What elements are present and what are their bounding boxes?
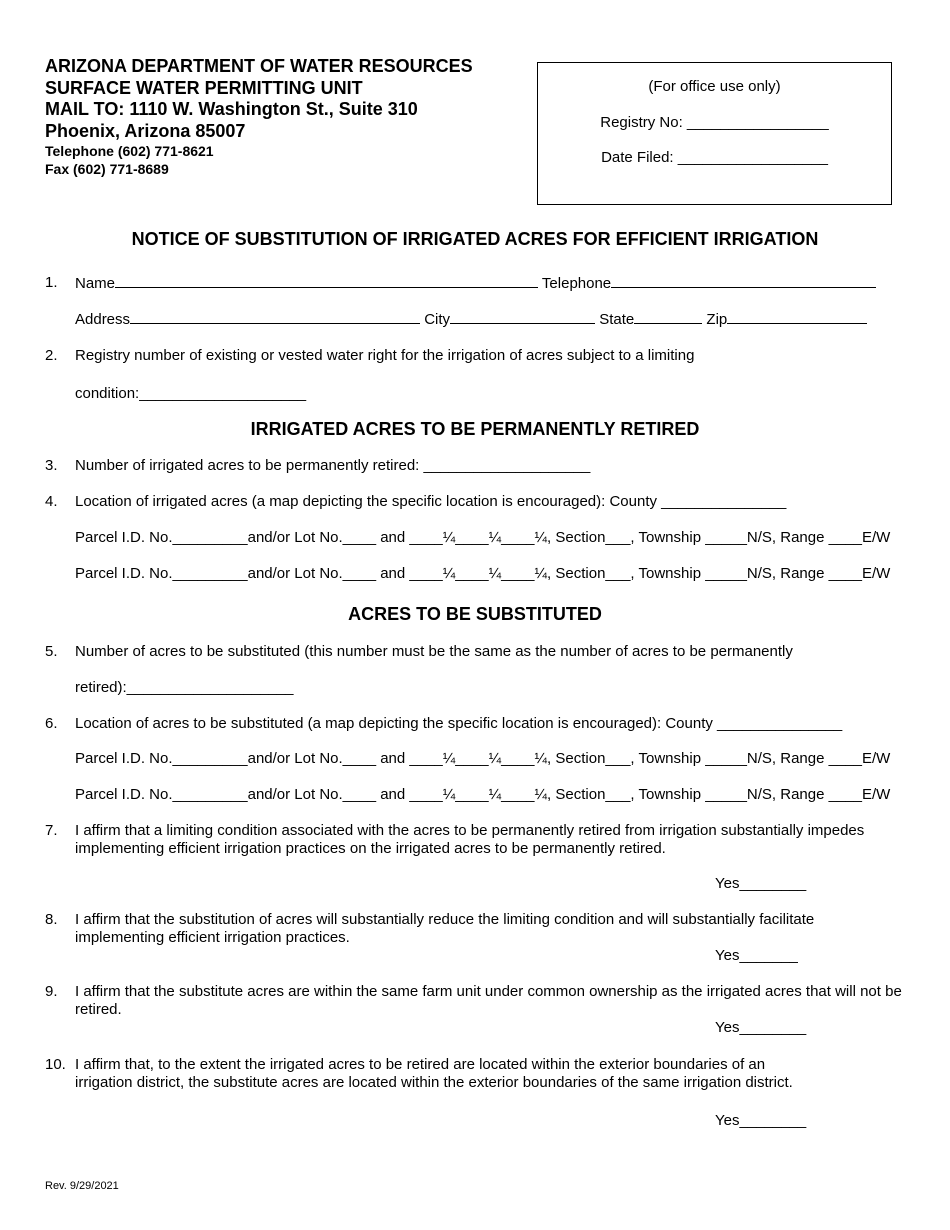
q1-address-row <box>75 310 867 328</box>
q9-text: I affirm that the substitute acres are within the same farm unit under common ownership as the irrigated acres that will not be retired. <box>75 983 902 1018</box>
state-input[interactable] <box>634 310 702 324</box>
q10-number: 10. <box>45 1056 66 1073</box>
zip-input[interactable] <box>727 310 867 324</box>
q2-number: 2. <box>45 347 58 364</box>
q10-yes-field[interactable]: Yes________ <box>715 1112 807 1129</box>
q5-text: Number of acres to be substituted (this number must be the same as the number of acres to be permanently <box>75 643 793 660</box>
q5-retired-field[interactable]: retired):____________________ <box>75 679 294 696</box>
telephone-input[interactable] <box>611 274 876 288</box>
q7-number: 7. <box>45 822 58 839</box>
q9-number: 9. <box>45 983 58 1000</box>
name-label: Name <box>75 275 116 292</box>
registry-no-field: Registry No: _________________ <box>600 114 829 131</box>
city-label: City <box>424 311 451 328</box>
q4-text[interactable]: Location of irrigated acres (a map depicting the specific location is encouraged): County _______________ <box>75 493 787 510</box>
city-state-zip: Phoenix, Arizona 85007 <box>45 121 246 141</box>
q3-number: 3. <box>45 457 58 474</box>
state-label: State <box>599 311 635 328</box>
address-label: Address <box>75 311 131 328</box>
q1-number: 1. <box>45 274 58 291</box>
office-use-box <box>537 62 892 205</box>
q6-text[interactable]: Location of acres to be substituted (a map depicting the specific location is encouraged): County _______________ <box>75 715 843 732</box>
q8-yes-field[interactable]: Yes_______ <box>715 947 798 964</box>
q2-text: Registry number of existing or vested water right for the irrigation of acres subject to a limiting <box>75 347 695 364</box>
q1-name-row <box>75 274 876 292</box>
zip-label: Zip <box>706 311 728 328</box>
form-title: NOTICE OF SUBSTITUTION OF IRRIGATED ACRES FOR EFFICIENT IRRIGATION <box>131 229 819 249</box>
q9-yes-field[interactable]: Yes________ <box>715 1019 807 1036</box>
telephone-label: Telephone <box>541 275 612 292</box>
section-retired-heading: IRRIGATED ACRES TO BE PERMANENTLY RETIRED <box>250 419 700 439</box>
q10-text-line1: I affirm that, to the extent the irrigated acres to be retired are located within the exterior boundaries of an <box>75 1056 766 1073</box>
fax: Fax (602) 771-8689 <box>45 161 169 177</box>
q2-condition-field[interactable]: condition:____________________ <box>75 385 307 402</box>
parcel-line[interactable]: Parcel I.D. No._________and/or Lot No.____ and ____¼____¼____¼, Section___, Township _____N/S, Range ____E/W <box>75 750 891 767</box>
section-substituted-heading: ACRES TO BE SUBSTITUTED <box>348 604 602 624</box>
date-filed-field: Date Filed: __________________ <box>601 149 828 166</box>
q10-text-line2: irrigation district, the substitute acres are located within the exterior boundaries of the same irrigation district. <box>75 1074 793 1091</box>
parcel-line[interactable]: Parcel I.D. No._________and/or Lot No.____ and ____¼____¼____¼, Section___, Township _____N/S, Range ____E/W <box>75 786 891 803</box>
name-input[interactable] <box>115 274 538 288</box>
q7-yes-field[interactable]: Yes________ <box>715 875 807 892</box>
address-input[interactable] <box>130 310 420 324</box>
q4-number: 4. <box>45 493 58 510</box>
revision-date: Rev. 9/29/2021 <box>45 1180 119 1192</box>
mail-address: MAIL TO: 1110 W. Washington St., Suite 310 <box>45 99 418 119</box>
q7-text: I affirm that a limiting condition associated with the acres to be permanently retired from irrigation substantially impedes implementing efficient irrigation practices on the irrigated acres to be permanently retired. <box>75 822 865 857</box>
agency-name: ARIZONA DEPARTMENT OF WATER RESOURCES <box>45 56 473 76</box>
parcel-line[interactable]: Parcel I.D. No._________and/or Lot No.____ and ____¼____¼____¼, Section___, Township _____N/S, Range ____E/W <box>75 565 891 582</box>
office-use-title: (For office use only) <box>648 78 781 95</box>
parcel-line[interactable]: Parcel I.D. No._________and/or Lot No.____ and ____¼____¼____¼, Section___, Township _____N/S, Range ____E/W <box>75 529 891 546</box>
q8-number: 8. <box>45 911 58 928</box>
telephone: Telephone (602) 771-8621 <box>45 143 214 159</box>
q6-number: 6. <box>45 715 58 732</box>
q5-number: 5. <box>45 643 58 660</box>
q3-text[interactable]: Number of irrigated acres to be permanently retired: ____________________ <box>75 457 591 474</box>
unit-name: SURFACE WATER PERMITTING UNIT <box>45 78 363 98</box>
q8-text: I affirm that the substitution of acres will substantially reduce the limiting condition and will substantially facilitate implementing efficient irrigation practices. <box>75 911 815 946</box>
city-input[interactable] <box>450 310 595 324</box>
